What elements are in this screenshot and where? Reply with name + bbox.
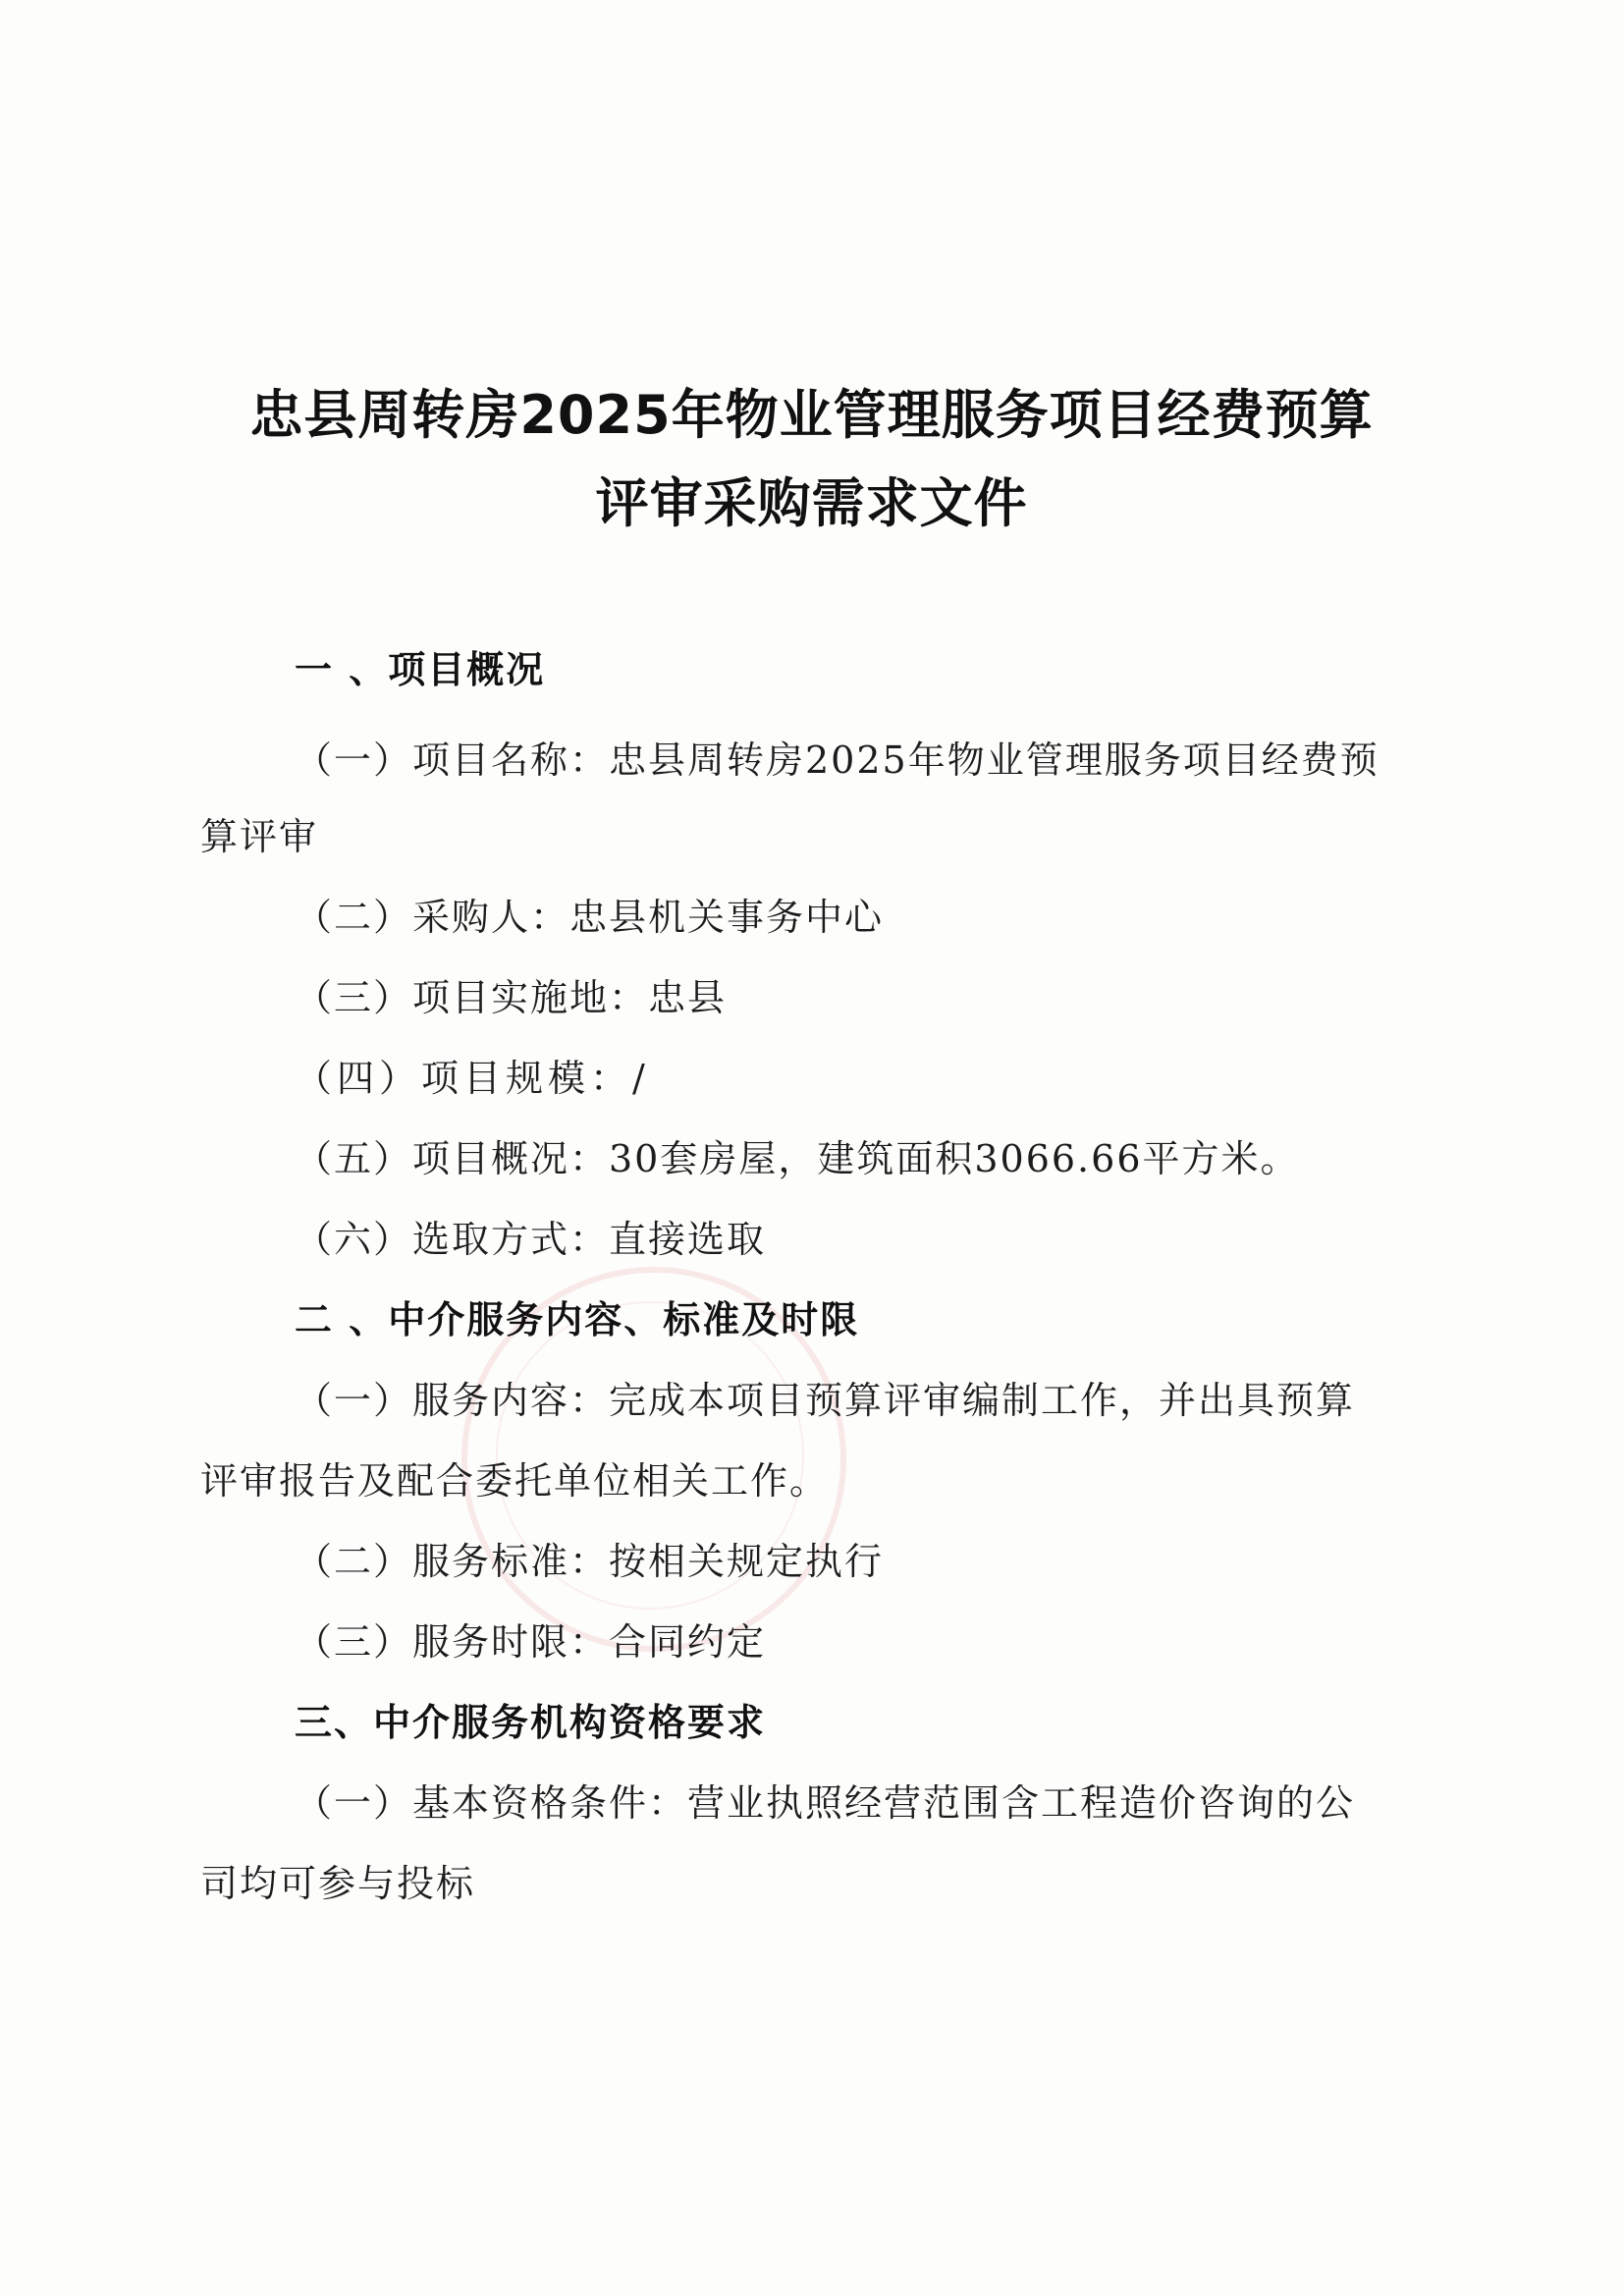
qualification-line-2: 司均可参与投标 bbox=[200, 1862, 476, 1905]
section-1-heading: 一 、项目概况 bbox=[295, 648, 546, 691]
project-scale: （四）项目规模：/ bbox=[295, 1057, 650, 1100]
qualification-line-1: （一）基本资格条件：营业执照经营范围含工程造价咨询的公 bbox=[295, 1781, 1356, 1825]
service-standard: （二）服务标准：按相关规定执行 bbox=[295, 1540, 885, 1583]
service-content-line-2: 评审报告及配合委托单位相关工作。 bbox=[200, 1459, 830, 1503]
document-title-line-1: 忠县周转房2025年物业管理服务项目经费预算 bbox=[249, 384, 1374, 446]
document-title-line-2: 评审采购需求文件 bbox=[595, 472, 1028, 534]
service-content-line-1: （一）服务内容：完成本项目预算评审编制工作，并出具预算 bbox=[295, 1379, 1356, 1422]
service-time-limit: （三）服务时限：合同约定 bbox=[295, 1620, 767, 1664]
project-name-line-2: 算评审 bbox=[200, 815, 319, 858]
section-3-heading: 三、中介服务机构资格要求 bbox=[295, 1701, 767, 1744]
project-overview: （五）项目概况：30套房屋，建筑面积3066.66平方米。 bbox=[295, 1137, 1300, 1180]
selection-method: （六）选取方式：直接选取 bbox=[295, 1218, 767, 1261]
project-location: （三）项目实施地：忠县 bbox=[295, 976, 728, 1019]
section-2-heading: 二 、中介服务内容、标准及时限 bbox=[295, 1298, 860, 1341]
purchaser: （二）采购人：忠县机关事务中心 bbox=[295, 896, 885, 939]
project-name-line-1: （一）项目名称：忠县周转房2025年物业管理服务项目经费预 bbox=[295, 738, 1380, 782]
